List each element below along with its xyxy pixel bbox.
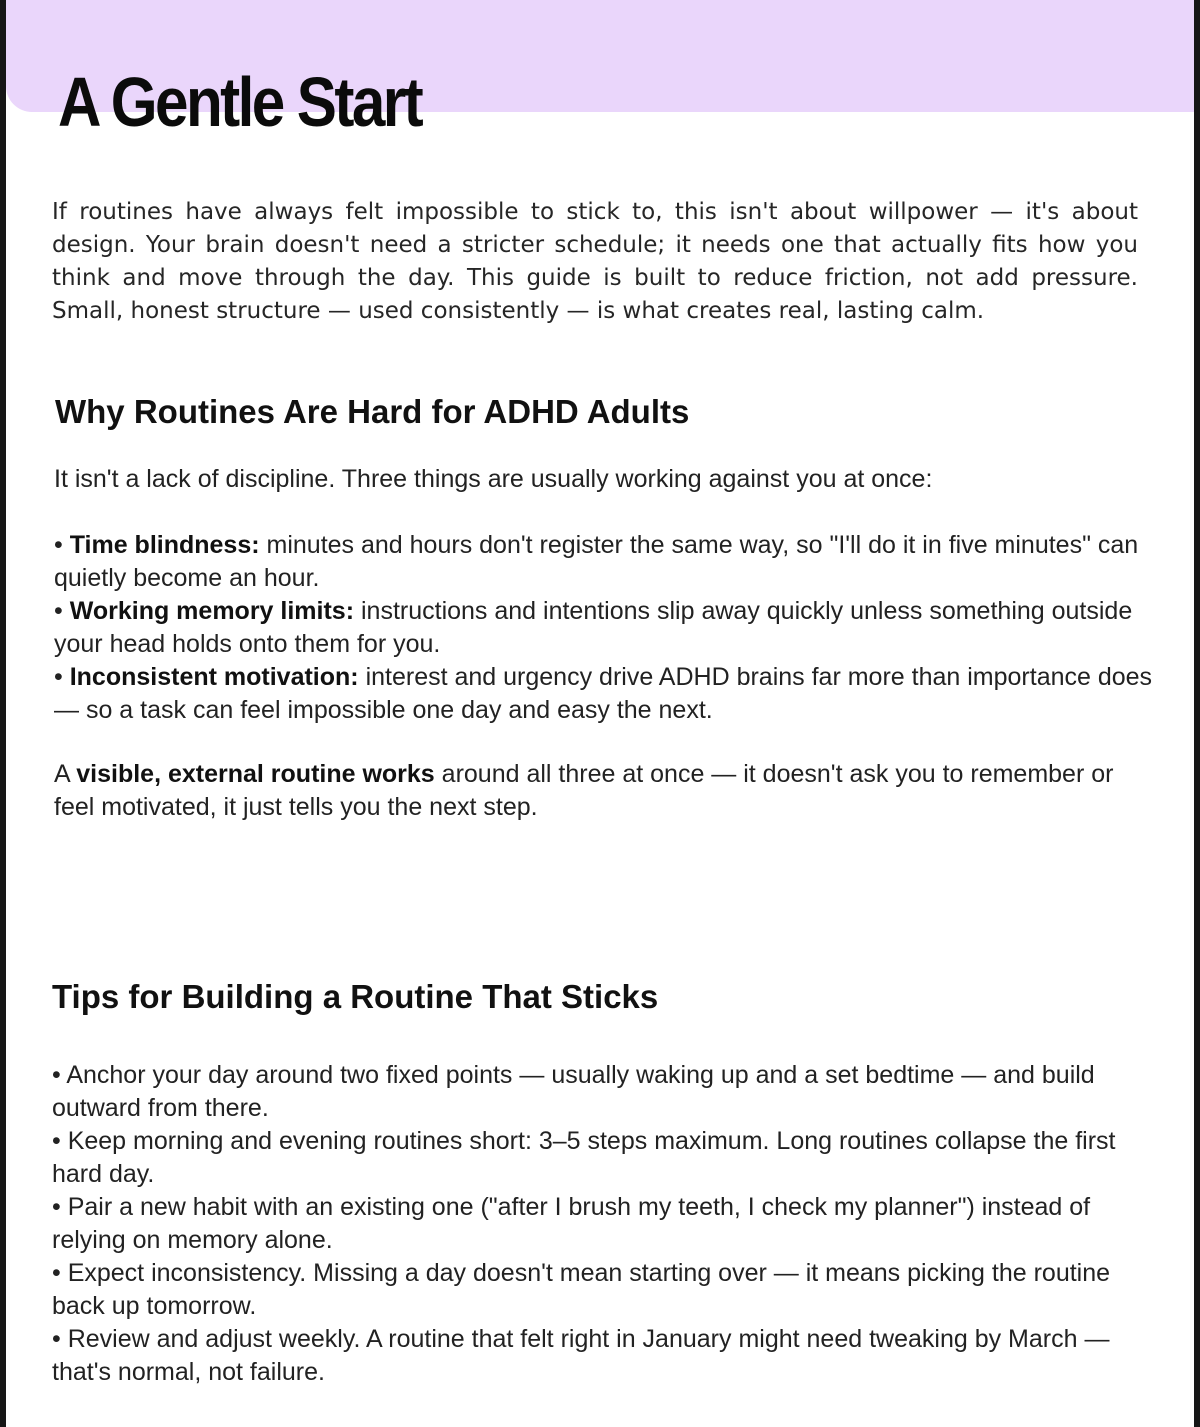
list-item: • Keep morning and evening routines short: 3–5 steps maximum. Long routines collapse the first hard day. <box>52 1127 1116 1188</box>
closing-prefix: A <box>54 760 77 788</box>
closing-emphasis: visible, external routine works <box>76 760 435 788</box>
list-item: • Review and adjust weekly. A routine that felt right in January might need tweaking by March — that's normal, not failure. <box>52 1325 1110 1386</box>
list-item: • Working memory limits: instructions and intentions slip away quickly unless something outside your head holds onto them for you. <box>54 597 1133 658</box>
why-routines-heading: Why Routines Are Hard for ADHD Adults <box>55 393 690 430</box>
bullet-text: minutes and hours don't register the same way, so "I'll do it in five minutes" can quietly become an hour. <box>54 531 1139 592</box>
list-item: • Time blindness: minutes and hours don't register the same way, so "I'll do it in five minutes" can quietly become an hour. <box>54 531 1139 592</box>
tip-text: Pair a new habit with an existing one ("after I brush my teeth, I check my planner") instead of relying on memory alone. <box>52 1193 1091 1254</box>
tips-bullet-list <box>52 1059 1152 1389</box>
why-bullet-list <box>54 529 1154 727</box>
why-lead-paragraph: It isn't a lack of discipline. Three things are usually working against you at once: <box>54 465 933 493</box>
list-item: • Expect inconsistency. Missing a day doesn't mean starting over — it means picking the routine back up tomorrow. <box>52 1259 1111 1320</box>
closing-rest: around all three at once — it doesn't ask you to remember or feel motivated, it just tells you the next step. <box>54 760 1114 821</box>
list-item: • Pair a new habit with an existing one ("after I brush my teeth, I check my planner") instead of relying on memory alone. <box>52 1193 1091 1254</box>
bullet-text: instructions and intentions slip away quickly unless something outside your head holds onto them for you. <box>54 597 1133 658</box>
bullet-term: Inconsistent motivation: <box>69 663 359 691</box>
right-page-edge <box>1194 0 1200 1427</box>
list-item: • Inconsistent motivation: interest and urgency drive ADHD brains far more than importance does — so a task can feel impossible one day and easy the next. <box>54 663 1153 724</box>
list-item: • Anchor your day around two fixed points — usually waking up and a set bedtime — and build outward from there. <box>52 1061 1095 1122</box>
document-page <box>6 0 1194 1427</box>
bullet-term: Working memory limits: <box>69 597 355 625</box>
tip-text: Review and adjust weekly. A routine that felt right in January might need tweaking by March — that's normal, not failure. <box>52 1325 1110 1386</box>
why-closing-paragraph <box>54 758 1154 824</box>
bullet-term: Time blindness: <box>69 531 260 559</box>
tips-heading: Tips for Building a Routine That Sticks <box>52 978 659 1015</box>
intro-paragraph: If routines have always felt impossible to stick to, this isn't about willpower — it's about design. Your brain doesn't need a stricter schedule; it needs one that actually fits how you think and move through the day. This guide is built to reduce friction, not add pressure. Small, honest structure — used consistently — is what creates real, lasting calm. <box>52 199 1138 324</box>
tip-text: Expect inconsistency. Missing a day doesn't mean starting over — it means picking the routine back up tomorrow. <box>52 1259 1111 1320</box>
tip-text: Keep morning and evening routines short: 3–5 steps maximum. Long routines collapse the first hard day. <box>52 1127 1116 1188</box>
page-title: A Gentle Start <box>58 63 422 141</box>
tip-text: Anchor your day around two fixed points — usually waking up and a set bedtime — and build outward from there. <box>52 1061 1095 1122</box>
bullet-text: interest and urgency drive ADHD brains far more than importance does — so a task can feel impossible one day and easy the next. <box>54 663 1153 724</box>
